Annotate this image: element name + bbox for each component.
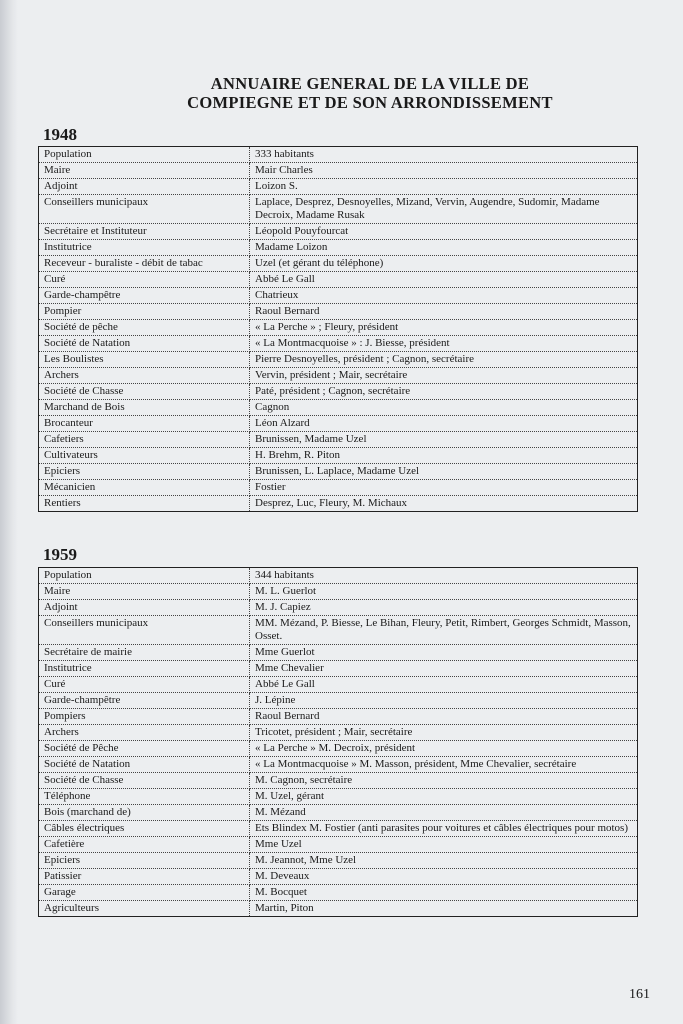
entry-value: Raoul Bernard [250, 304, 638, 320]
entry-value: Madame Loizon [250, 240, 638, 256]
table-row [39, 645, 638, 661]
table-row [39, 584, 638, 600]
entry-value: Brunissen, Madame Uzel [250, 432, 638, 448]
entry-label: Bois (marchand de) [39, 805, 250, 821]
entry-value: Uzel (et gérant du téléphone) [250, 256, 638, 272]
entry-label: Secrétaire de mairie [39, 645, 250, 661]
table-row [39, 709, 638, 725]
year-heading-1959: 1959 [43, 545, 77, 564]
entry-value: Desprez, Luc, Fleury, M. Michaux [255, 497, 408, 509]
page-title [60, 74, 680, 112]
entry-value: « La Montmacquoise » M. Masson, président, Mme Chevalier, secrétaire [250, 757, 638, 773]
entry-value: Mme Chevalier [250, 661, 638, 677]
book-spine-shadow [0, 0, 18, 1024]
entry-value: « La Montmacquoise » : J. Biesse, président [250, 336, 638, 352]
table-row [39, 195, 638, 224]
entry-value: Tricotet, président ; Mair, secrétaire [250, 725, 638, 741]
table-row [39, 496, 638, 512]
entry-label: Maire [39, 584, 250, 600]
table-row [39, 352, 638, 368]
table-row [39, 336, 638, 352]
entry-label: Receveur - buraliste - débit de tabac [39, 256, 250, 272]
table-row [39, 805, 638, 821]
entry-value: Vervin, président ; Mair, secrétaire [250, 368, 638, 384]
entry-value: Brunissen, L. Laplace, Madame Uzel [250, 464, 638, 480]
directory-table-1948 [38, 146, 638, 512]
entry-label: Curé [39, 677, 250, 693]
entry-value: M. Jeannot, Mme Uzel [250, 853, 638, 869]
table-row [39, 272, 638, 288]
entry-value: Paté, président ; Cagnon, secrétaire [250, 384, 638, 400]
entry-value: Cagnon [250, 400, 638, 416]
table-row [39, 368, 638, 384]
entry-value: M. L. Guerlot [250, 584, 638, 600]
entry-label: Marchand de Bois [39, 400, 250, 416]
entry-label: Société de Chasse [39, 773, 250, 789]
table-row [39, 869, 638, 885]
directory-table-1959 [38, 567, 638, 917]
entry-label: Brocanteur [39, 416, 250, 432]
table-row [39, 179, 638, 195]
entry-label: Institutrice [39, 661, 250, 677]
table-row [39, 147, 638, 163]
entry-label: Adjoint [39, 179, 250, 195]
table-row [39, 400, 638, 416]
table-row [39, 384, 638, 400]
entry-label: Secrétaire et Instituteur [39, 224, 250, 240]
table-row [39, 661, 638, 677]
entry-label: Agriculteurs [39, 901, 250, 917]
entry-label: Archers [39, 725, 250, 741]
entry-label: Curé [39, 272, 250, 288]
entry-value: MM. Mézand, P. Biesse, Le Bihan, Fleury, Petit, Rimbert, Georges Schmidt, Masson, Osset. [250, 616, 638, 645]
entry-label: Garde-champêtre [39, 693, 250, 709]
table-row [39, 320, 638, 336]
table-row [39, 464, 638, 480]
table-row [39, 432, 638, 448]
table-row [39, 773, 638, 789]
entry-label: Câbles électriques [39, 821, 250, 837]
entry-label: Rentiers [39, 496, 250, 512]
table-row [39, 757, 638, 773]
year-heading-1948: 1948 [43, 125, 77, 144]
entry-label: Téléphone [39, 789, 250, 805]
entry-label: Pompier [39, 304, 250, 320]
entry-value: Loizon S. [250, 179, 638, 195]
table-row [39, 616, 638, 645]
entry-value: 333 habitants [250, 147, 638, 163]
table-row [39, 448, 638, 464]
entry-value: Mme Uzel [250, 837, 638, 853]
title-line-1: ANNUAIRE GENERAL DE LA VILLE DE [210, 74, 530, 93]
entry-value: M. Cagnon, secrétaire [250, 773, 638, 789]
entry-value: M. Bocquet [250, 885, 638, 901]
entry-value: Léon Alzard [250, 416, 638, 432]
entry-label: Société de pêche [39, 320, 250, 336]
entry-value: J. Lépine [250, 693, 638, 709]
table-row [39, 600, 638, 616]
entry-label: Population [39, 147, 250, 163]
table-row [39, 853, 638, 869]
entry-label: Les Boulistes [39, 352, 250, 368]
entry-label: Garde-champêtre [39, 288, 250, 304]
entry-value: M. Mézand [250, 805, 638, 821]
entry-label: Population [39, 568, 250, 584]
entry-value: M. Deveaux [250, 869, 638, 885]
entry-label: Institutrice [39, 240, 250, 256]
entry-label: Conseillers municipaux [39, 616, 250, 645]
entry-value: Abbé Le Gall [250, 677, 638, 693]
entry-value: Ets Blindex M. Fostier (anti parasites pour voitures et câbles électriques pour motos) [250, 821, 638, 837]
entry-label: Garage [39, 885, 250, 901]
table-row [39, 693, 638, 709]
entry-label: Patissier [39, 869, 250, 885]
table-row [39, 304, 638, 320]
entry-label: Pompiers [39, 709, 250, 725]
table-row [39, 725, 638, 741]
entry-value: 344 habitants [250, 568, 638, 584]
entry-value: Léopold Pouyfourcat [250, 224, 638, 240]
table-row [39, 256, 638, 272]
entry-value: H. Brehm, R. Piton [250, 448, 638, 464]
table-row [39, 416, 638, 432]
entry-label: Cultivateurs [39, 448, 250, 464]
table-row [39, 288, 638, 304]
table-row [39, 677, 638, 693]
table-row [39, 224, 638, 240]
entry-label: Société de Pêche [39, 741, 250, 757]
table-row [39, 821, 638, 837]
entry-value: M. J. Capiez [250, 600, 638, 616]
table-row [39, 163, 638, 179]
entry-label: Epiciers [39, 853, 250, 869]
table-row [39, 885, 638, 901]
entry-value: Raoul Bernard [250, 709, 638, 725]
entry-label: Epiciers [39, 464, 250, 480]
entry-value: « La Perche » M. Decroix, président [250, 741, 638, 757]
entry-value: Abbé Le Gall [250, 272, 638, 288]
title-line-2: COMPIEGNE ET DE SON ARRONDISSEMENT [187, 93, 553, 112]
table-row [39, 741, 638, 757]
entry-value: Fostier [250, 480, 638, 496]
entry-value: M. Uzel, gérant [250, 789, 638, 805]
entry-value: Martin, Piton [255, 902, 314, 914]
table-row [39, 568, 638, 584]
entry-label: Société de Chasse [39, 384, 250, 400]
entry-label: Mécanicien [39, 480, 250, 496]
page-number: 161 [629, 987, 650, 1002]
entry-label: Adjoint [39, 600, 250, 616]
entry-label: Société de Natation [39, 757, 250, 773]
entry-label: Société de Natation [39, 336, 250, 352]
entry-value: Mme Guerlot [250, 645, 638, 661]
entry-value: « La Perche » ; Fleury, président [250, 320, 638, 336]
entry-label: Conseillers municipaux [39, 195, 250, 224]
entry-label: Archers [39, 368, 250, 384]
table-row [39, 901, 638, 917]
entry-label: Cafetière [39, 837, 250, 853]
entry-value: Pierre Desnoyelles, président ; Cagnon, secrétaire [250, 352, 638, 368]
entry-value: Mair Charles [250, 163, 638, 179]
table-row [39, 789, 638, 805]
entry-label: Maire [39, 163, 250, 179]
entry-value: Laplace, Desprez, Desnoyelles, Mizand, Vervin, Augendre, Sudomir, Madame Decroix, Madame Rusak [250, 195, 638, 224]
table-row [39, 240, 638, 256]
table-row [39, 480, 638, 496]
table-row [39, 837, 638, 853]
entry-label: Cafetiers [39, 432, 250, 448]
entry-value: Chatrieux [250, 288, 638, 304]
